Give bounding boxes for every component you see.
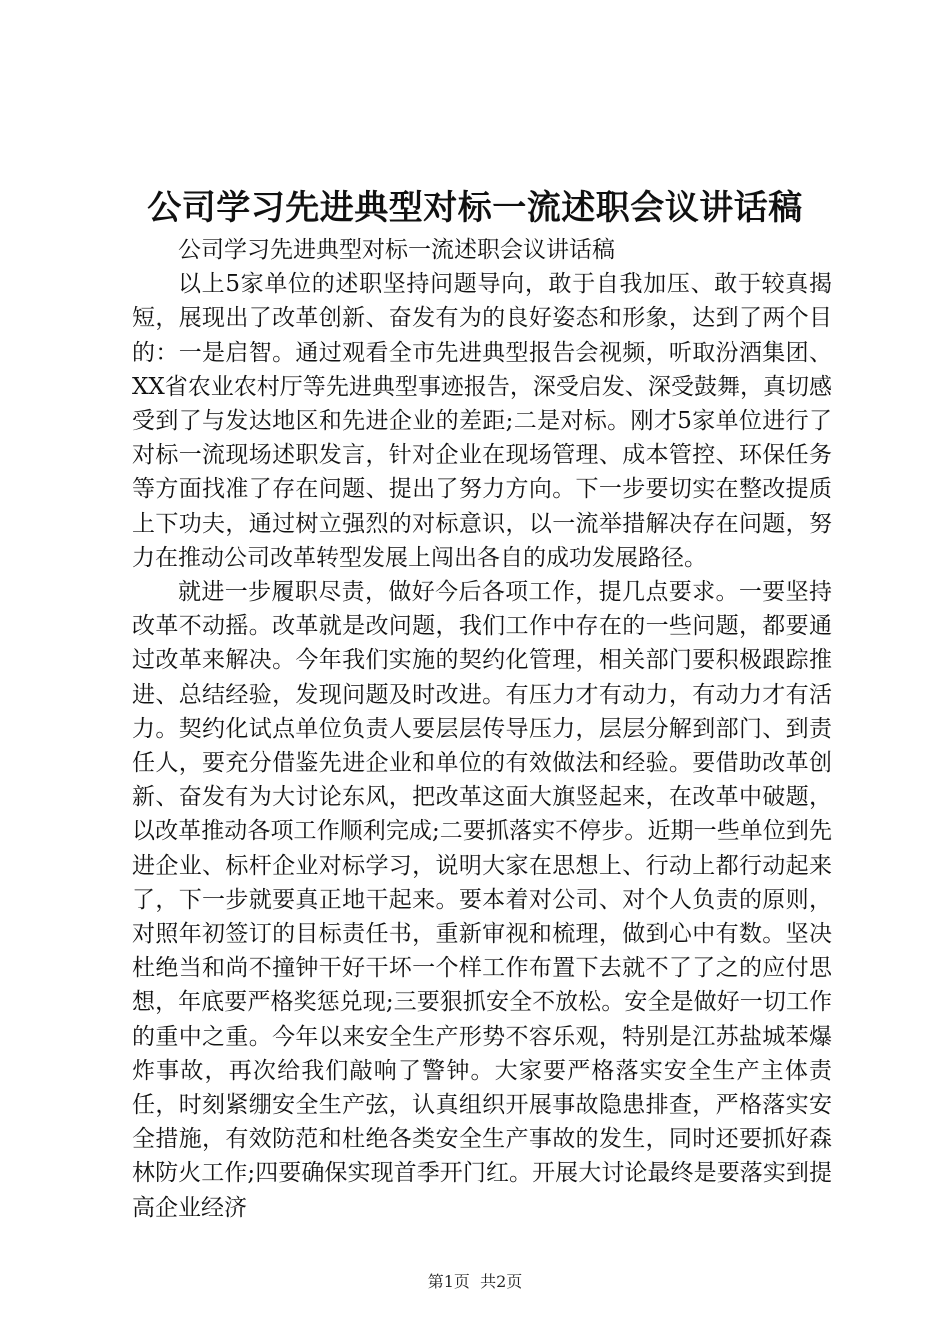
page-total: 共2页 bbox=[480, 1272, 523, 1291]
document-body bbox=[132, 233, 832, 1225]
page-number: 第1页 bbox=[427, 1272, 470, 1291]
body-paragraph: 就进一步履职尽责，做好今后各项工作，提几点要求。一要坚持改革不动摇。改革就是改问题，我们工作中存在的一些问题，都要通过改革来解决。今年我们实施的契约化管理，相关部门要积极跟踪推进、总结经验，发现问题及时改进。有压力才有动力，有动力才有活力。契约化试点单位负责人要层层传导压力，层层分解到部门、到责任人，要充分借鉴先进企业和单位的有效做法和经验。要借助改革创新、奋发有为大讨论东风，把改革这面大旗竖起来，在改革中破题，以改革推动各项工作顺利完成;二要抓落实不停步。近期一些单位到先进企业、标杆企业对标学习，说明大家在思想上、行动上都行动起来了，下一步就要真正地干起来。要本着对公司、对个人负责的原则，对照年初签订的目标责任书，重新审视和梳理，做到心中有数。坚决杜绝当和尚不撞钟干好干坏一个样工作布置下去就不了了之的应付思想，年底要严格奖惩兑现;三要狠抓安全不放松。安全是做好一切工作的重中之重。今年以来安全生产形势不容乐观，特别是江苏盐城苯爆炸事故，再次给我们敲响了警钟。大家要严格落实安全生产主体责任，时刻紧绷安全生产弦，认真组织开展事故隐患排查，严格落实安全措施，有效防范和杜绝各类安全生产事故的发生，同时还要抓好森林防火工作;四要确保实现首季开门红。开展大讨论最终是要落实到提高企业经济 bbox=[132, 579, 832, 1221]
body-paragraph-subtitle: 公司学习先进典型对标一流述职会议讲话稿 bbox=[178, 237, 615, 263]
page-footer bbox=[0, 1272, 950, 1292]
body-paragraph: 以上5家单位的述职坚持问题导向，敢于自我加压、敢于较真揭短，展现出了改革创新、奋发有为的良好姿态和形象，达到了两个目的：一是启智。通过观看全市先进典型报告会视频，听取汾酒集团、XX省农业农村厅等先进典型事迹报告，深受启发、深受鼓舞，真切感受到了与发达地区和先进企业的差距;二是对标。刚才5家单位进行了对标一流现场述职发言，针对企业在现场管理、成本管控、环保任务等方面找准了存在问题、提出了努力方向。下一步要切实在整改提质上下功夫，通过树立强烈的对标意识，以一流举措解决存在问题，努力在推动公司改革转型发展上闯出各自的成功发展路径。 bbox=[132, 271, 832, 571]
document-title: 公司学习先进典型对标一流述职会议讲话稿 bbox=[147, 188, 803, 228]
